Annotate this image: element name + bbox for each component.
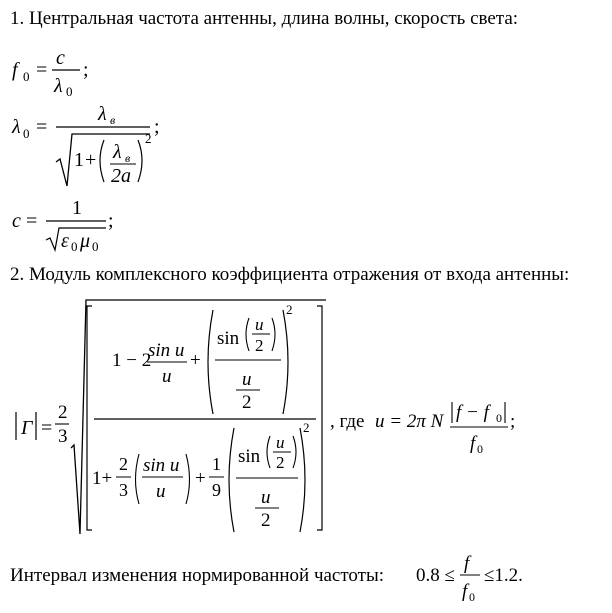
eq3-rad1: ε [61,230,69,252]
bot-sin: sin [238,446,261,467]
top-inner-u: u [255,315,264,334]
svg-text:=: = [36,116,48,138]
eq2-one: 1 [74,149,84,171]
equation-wavelength [10,98,180,192]
eq1-lhs: f [12,59,18,81]
top-u: u [162,366,172,387]
eq3-lhs: c [12,210,21,232]
bot-u: u [156,481,166,502]
eq1-num: c [56,47,65,69]
bot-exp: 2 [303,420,310,435]
eq3-rad2-sub: 0 [92,239,99,254]
top-one: 1 − 2 [112,350,152,371]
bot-coef-den: 3 [119,480,128,500]
where-text: , где [330,411,365,432]
eq3-num: 1 [72,197,82,219]
eq1-den-sub: 0 [66,84,73,98]
u-def-den-sub: 0 [477,442,483,456]
bot-inner-2: 2 [276,453,285,472]
equation-reflection-coefficient [0,296,600,540]
eq1-lhs-sub: 0 [23,69,30,84]
eq2-lhs-sub: 0 [23,126,30,141]
eq1-den: λ [54,75,63,97]
interval-den: f [462,581,468,602]
ninth-den: 9 [212,480,221,500]
top-frac-2: 2 [242,392,252,413]
ninth-num: 1 [212,454,221,474]
eq2-in-num-sub: в [125,151,131,165]
svg-text:=: = [41,417,53,439]
interval-num: f [464,553,470,574]
bot-plus: + [195,468,206,489]
equation-interval [412,548,562,608]
bot-one: 1+ [92,468,113,489]
abs-numerator: f − f [456,402,489,423]
u-def-den: f [470,433,476,454]
formula-end: ; [510,411,516,432]
coef-den: 3 [58,426,68,447]
coef-num: 2 [58,402,68,423]
eq2-end: ; [154,116,160,138]
bot-frac-u: u [261,487,271,508]
bot-sinu: sin u [143,455,180,476]
interval-text: Интервал изменения нормированной частоты: [10,565,385,586]
bot-frac-2: 2 [261,510,271,531]
top-sin: sin [217,328,240,349]
section2-heading: 2. Модуль комплексного коэффициента отражения от входа антенны: [10,264,570,285]
eq2-plus: + [85,149,97,171]
svg-text:=: = [36,59,48,81]
top-frac-u: u [242,369,252,390]
top-plus: + [190,350,201,371]
top-inner-2: 2 [255,336,264,355]
interval-den-sub: 0 [469,590,475,604]
u-definition: u = 2π N [375,411,444,432]
gamma-symbol: Γ [21,417,33,439]
eq3-end: ; [108,210,114,232]
equation-speed-of-light [10,192,140,254]
eq2-num-sub: в [110,113,116,127]
eq3-rad2: μ [80,230,91,252]
eq2-in-den: 2a [111,165,131,187]
interval-high: ≤1.2. [484,565,523,586]
eq2-num: λ [98,103,107,125]
top-exp: 2 [286,302,293,317]
eq2-lhs: λ [12,116,21,138]
bot-coef-num: 2 [119,454,128,474]
eq2-in-num: λ [113,141,122,163]
bot-inner-u: u [276,433,285,452]
eq1-end: ; [83,59,89,81]
interval-low: 0.8 ≤ [416,565,455,586]
eq3-rad1-sub: 0 [71,239,78,254]
eq2-exp: 2 [145,131,152,146]
abs-numerator-sub: 0 [496,411,502,425]
top-sinu: sin u [148,340,185,361]
svg-text:=: = [26,210,38,232]
section1-heading: 1. Центральная частота антенны, длина волны, скорость света: [10,8,519,29]
equation-center-frequency [10,42,130,98]
